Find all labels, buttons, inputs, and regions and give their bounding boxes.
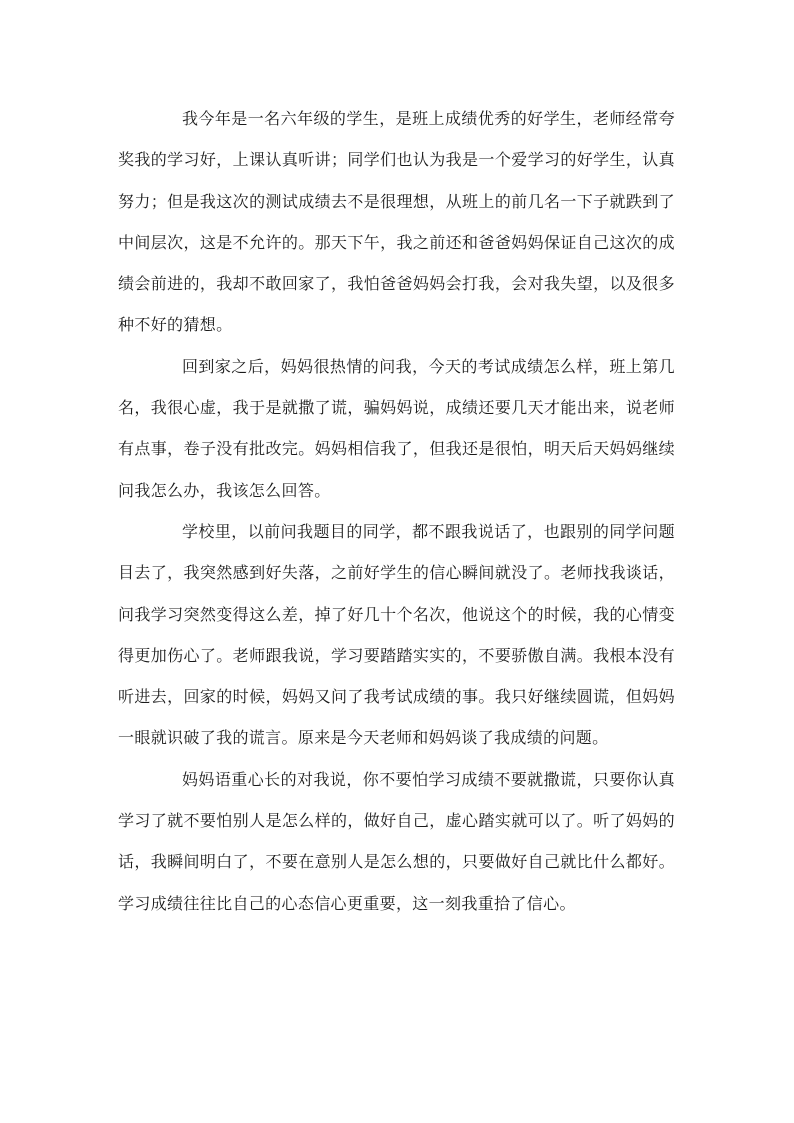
paragraph-1: 我今年是一名六年级的学生，是班上成绩优秀的好学生，老师经常夸奖我的学习好，上课认真听讲；同学们也认为我是一个爱学习的好学生，认真努力；但是我这次的测试成绩去不是很理想，从班上的前几名一下子就跌到了中间层次，这是不允许的。那天下午，我之前还和爸爸妈妈保证自己这次的成绩会前进的，我却不敢回家了，我怕爸爸妈妈会打我，会对我失望，以及很多种不好的猜想。 — [118, 109, 675, 335]
paragraph-3: 学校里，以前问我题目的同学，都不跟我说话了，也跟别的同学问题目去了，我突然感到好失落，之前好学生的信心瞬间就没了。老师找我谈话，问我学习突然变得这么差，掉了好几十个名次，他说这个的时候，我的心情变得更加伤心了。老师跟我说，学习要踏踏实实的，不要骄傲自满。我根本没有听进去，回家的时候，妈妈又问了我考试成绩的事。我只好继续圆谎，但妈妈一眼就识破了我的谎言。原来是今天老师和妈妈谈了我成绩的问题。 — [118, 521, 675, 748]
paragraph-4: 妈妈语重心长的对我说，你不要怕学习成绩不要就撒谎，只要你认真学习了就不要怕别人是怎么样的，做好自己，虚心踏实就可以了。听了妈妈的话，我瞬间明白了，不要在意别人是怎么想的，只要做好自己就比什么都好。学习成绩往往比自己的心态信心更重要，这一刻我重拾了信心。 — [118, 769, 675, 913]
document-body — [118, 98, 675, 924]
paragraph-2: 回到家之后，妈妈很热情的问我，今天的考试成绩怎么样，班上第几名，我很心虚，我于是就撒了谎，骗妈妈说，成绩还要几天才能出来，说老师有点事，卷子没有批改完。妈妈相信我了，但我还是很怕，明天后天妈妈继续问我怎么办，我该怎么回答。 — [118, 356, 675, 500]
